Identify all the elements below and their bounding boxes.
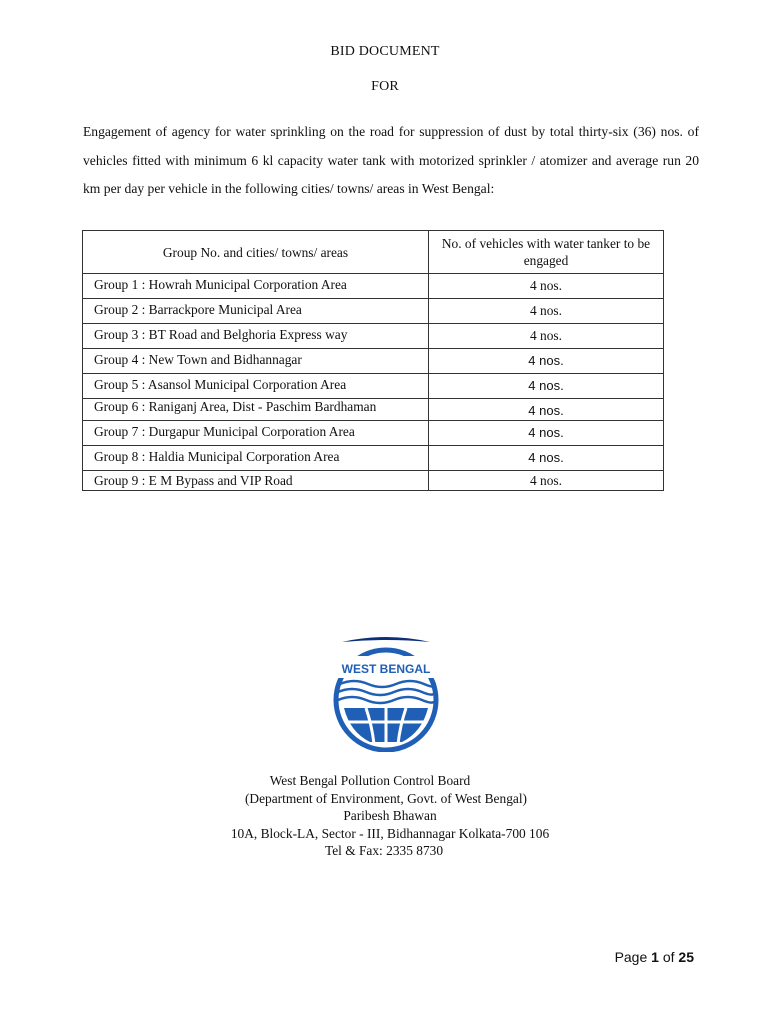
group-name: Group 5 : Asansol Municipal Corporation Area — [83, 374, 429, 399]
intro-paragraph: Engagement of agency for water sprinkling on the road for suppression of dust by total thirty-six (36) nos. of vehicles fitted with minimum 6 kl capacity water tank with motorized sprinkler / atomizer and average run 20 km per day per vehicle in the following cities/ towns/ areas in West Bengal: — [83, 124, 699, 196]
page-total: 25 — [678, 949, 694, 965]
table-row — [83, 374, 664, 399]
table-row — [83, 446, 664, 471]
vehicle-count: 4 nos. — [429, 446, 664, 471]
group-name: Group 6 : Raniganj Area, Dist - Paschim Bardhaman — [83, 399, 429, 421]
street-address: 10A, Block-LA, Sector - III, Bidhannagar Kolkata-700 106 — [230, 825, 550, 841]
table-row — [83, 274, 664, 299]
vehicle-count: 4 nos. — [429, 274, 664, 299]
table-row — [83, 399, 664, 421]
vehicle-count: 4 nos. — [429, 421, 664, 446]
group-name: Group 7 : Durgapur Municipal Corporation Area — [83, 421, 429, 446]
page-number — [615, 949, 694, 965]
table-row — [83, 421, 664, 446]
header-group: Group No. and cities/ towns/ areas — [83, 231, 429, 274]
vehicle-count: 4 nos. — [429, 299, 664, 324]
table-row — [83, 324, 664, 349]
vehicle-count: 4 nos. — [429, 399, 664, 421]
tel-fax: Tel & Fax: 2335 8730 — [324, 843, 444, 858]
table-header-row — [83, 231, 664, 274]
org-name: West Bengal Pollution Control Board — [269, 773, 471, 788]
address-block — [180, 772, 600, 860]
table-row — [83, 471, 664, 491]
page-current: 1 — [651, 949, 659, 965]
logo-text: WEST BENGAL — [341, 662, 431, 676]
group-name: Group 1 : Howrah Municipal Corporation Area — [83, 274, 429, 299]
west-bengal-logo — [330, 634, 442, 752]
header-vehicles: No. of vehicles with water tanker to be engaged — [429, 231, 664, 274]
document-for-label: FOR — [371, 79, 399, 94]
document-title: BID DOCUMENT — [330, 44, 440, 59]
building-name: Paribesh Bhawan — [343, 808, 437, 823]
table-row — [83, 349, 664, 374]
group-name: Group 3 : BT Road and Belghoria Express way — [83, 324, 429, 349]
group-name: Group 2 : Barrackpore Municipal Area — [83, 299, 429, 324]
logo-wave — [338, 697, 436, 703]
group-name: Group 4 : New Town and Bidhannagar — [83, 349, 429, 374]
vehicle-count: 4 nos. — [429, 324, 664, 349]
of-label: of — [662, 949, 675, 965]
logo-top-wave — [342, 637, 430, 642]
groups-table — [82, 230, 664, 491]
group-name: Group 8 : Haldia Municipal Corporation Area — [83, 446, 429, 471]
vehicle-count: 4 nos. — [429, 349, 664, 374]
group-name: Group 9 : E M Bypass and VIP Road — [83, 471, 429, 491]
logo-wave — [338, 689, 436, 695]
page-label: Page — [614, 949, 648, 965]
dept-name: (Department of Environment, Govt. of West Bengal) — [244, 790, 528, 806]
table-row — [83, 299, 664, 324]
vehicle-count: 4 nos. — [429, 374, 664, 399]
vehicle-count: 4 nos. — [429, 471, 664, 491]
logo-wave — [340, 681, 435, 687]
